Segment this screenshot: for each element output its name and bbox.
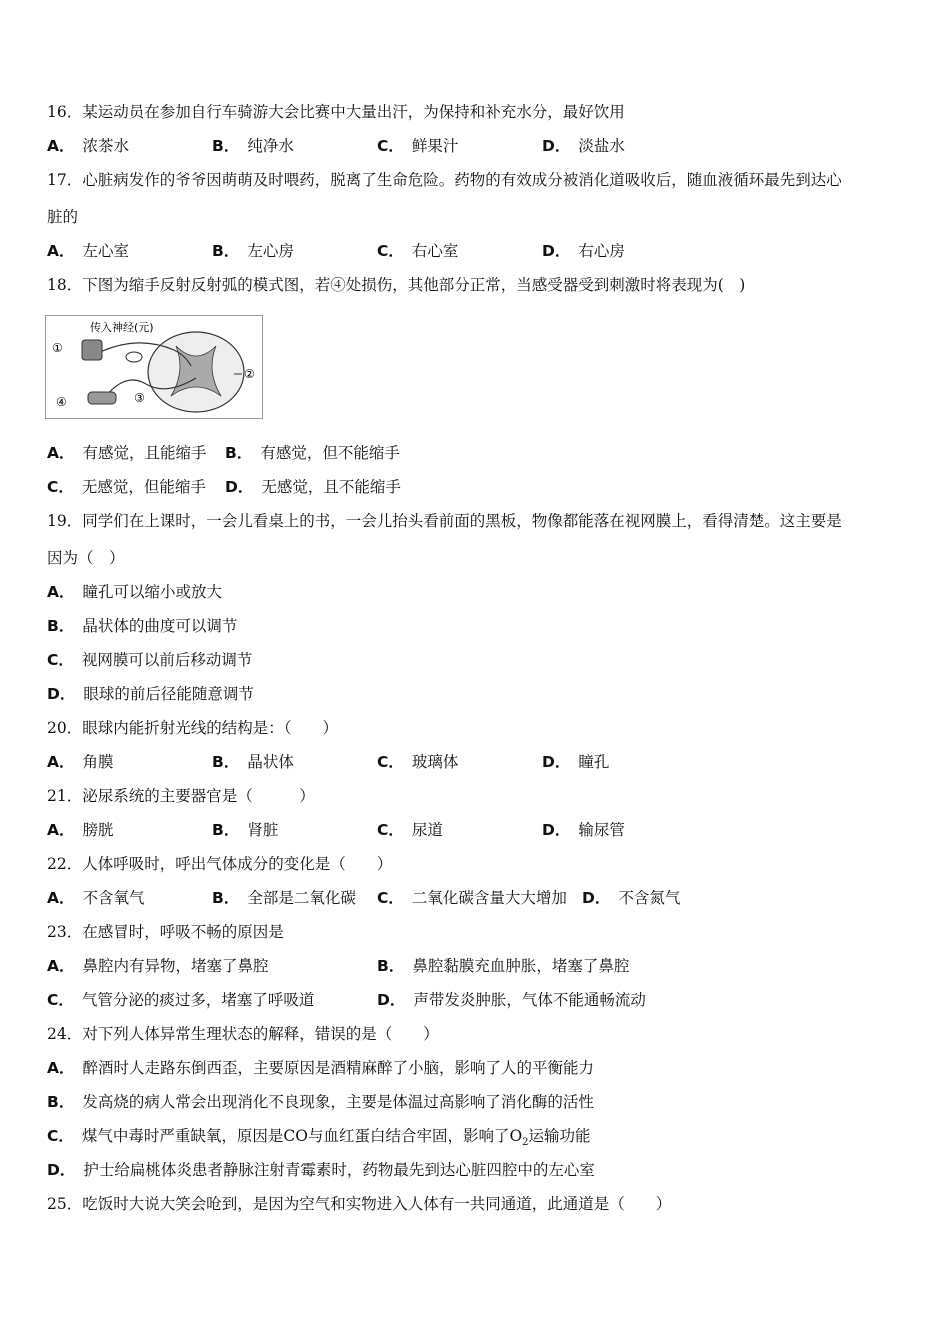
q24-stem: 24．对下列人体异常生理状态的解释，错误的是（ ） [47,1025,439,1043]
q21-option-a: A． 膀胱 [47,821,114,839]
ganglion [126,352,142,362]
figure-marker-3: ③ [134,391,145,405]
figure-marker-4: ④ [56,395,67,409]
q18-option-a: A． 有感觉，且能缩手 [47,444,207,462]
q18-option-c: C． 无感觉，但能缩手 [47,478,206,496]
q23-option-d: D． 声带发炎肿胀，气体不能通畅流动 [377,991,646,1009]
q20-stem: 20．眼球内能折射光线的结构是：（ ） [47,719,338,737]
q22-option-b: B． 全部是二氧化碳 [212,889,356,907]
q19-option-b: B． 晶状体的曲度可以调节 [47,617,238,635]
figure-marker-2: ② [244,367,255,381]
q24-option-a: A． 醉酒时人走路东倒西歪，主要原因是酒精麻醉了小脑，影响了人的平衡能力 [47,1059,595,1077]
q23-option-a: A． 鼻腔内有异物，堵塞了鼻腔 [47,957,269,975]
q24-option-b: B． 发高烧的病人常会出现消化不良现象，主要是体温过高影响了消化酶的活性 [47,1093,594,1111]
q23-option-c: C． 气管分泌的痰过多，堵塞了呼吸道 [47,991,315,1009]
figure-label-afferent: 传入神经(元) [90,321,154,334]
q16-option-c: C． 鲜果汁 [377,137,459,155]
q22-option-a: A． 不含氧气 [47,889,145,907]
q18-option-d: D． 无感觉，且不能缩手 [225,478,401,496]
q19-stem: 19．同学们在上课时，一会儿看桌上的书，一会儿抬头看前面的黑板，物像都能落在视网膜上，看得清楚。这主要是 [47,512,842,530]
q24-option-d: D． 护士给扁桃体炎患者静脉注射青霉素时，药物最先到达心脏四腔中的左心室 [47,1161,595,1179]
q16-option-b: B． 纯净水 [212,137,294,155]
q21-option-b: B． 肾脏 [212,821,279,839]
q20-option-d: D． 瞳孔 [542,753,610,771]
q22-option-d: D． 不含氮气 [582,889,681,907]
q20-option-a: A． 角膜 [47,753,114,771]
q17-option-d: D． 右心房 [542,242,625,260]
q17-option-a: A． 左心室 [47,242,130,260]
q17-stem-cont: 脏的 [47,208,79,226]
q22-option-c: C． 二氧化碳含量大大增加 [377,889,567,907]
q23-stem: 23．在感冒时，呼吸不畅的原因是 [47,923,284,941]
q19-stem-cont: 因为（ ） [47,549,125,567]
receptor [82,340,102,360]
figure-marker-1: ① [52,341,63,355]
q19-option-d: D． 眼球的前后径能随意调节 [47,685,254,703]
q21-stem: 21．泌尿系统的主要器官是（ ） [47,787,315,805]
q16-option-a: A． 浓茶水 [47,137,130,155]
q16-option-d: D． 淡盐水 [542,137,625,155]
q18-option-b: B． 有感觉，但不能缩手 [225,444,400,462]
q18-stem: 18．下图为缩手反射反射弧的模式图，若④处损伤，其他部分正常，当感受器受到刺激时将表现为( ) [47,276,746,294]
q17-option-c: C． 右心室 [377,242,459,260]
q19-option-c: C． 视网膜可以前后移动调节 [47,651,253,669]
q20-option-c: C． 玻璃体 [377,753,459,771]
q17-stem: 17．心脏病发作的爷爷因萌萌及时喂药，脱离了生命危险。药物的有效成分被消化道吸收后，随血液循环最先到达心 [47,171,842,189]
reflex-arc-figure [45,315,263,419]
q23-option-b: B． 鼻腔黏膜充血肿胀，堵塞了鼻腔 [377,957,630,975]
q16-stem: 16．某运动员在参加自行车骑游大会比赛中大量出汗，为保持和补充水分，最好饮用 [47,103,625,121]
q17-option-b: B． 左心房 [212,242,294,260]
q20-option-b: B． 晶状体 [212,753,294,771]
q19-option-a: A． 瞳孔可以缩小或放大 [47,583,223,601]
q24-option-c: C． 煤气中毒时严重缺氧，原因是CO与血红蛋白结合牢固，影响了$O_2$运输功能 [47,1127,591,1149]
q21-option-d: D． 输尿管 [542,821,625,839]
q21-option-c: C． 尿道 [377,821,443,839]
q25-stem: 25．吃饭时大说大笑会呛到，是因为空气和实物进入人体有一共同通道，此通道是（ ） [47,1195,672,1213]
q22-stem: 22．人体呼吸时，呼出气体成分的变化是（ ） [47,855,393,873]
effector [88,392,116,404]
